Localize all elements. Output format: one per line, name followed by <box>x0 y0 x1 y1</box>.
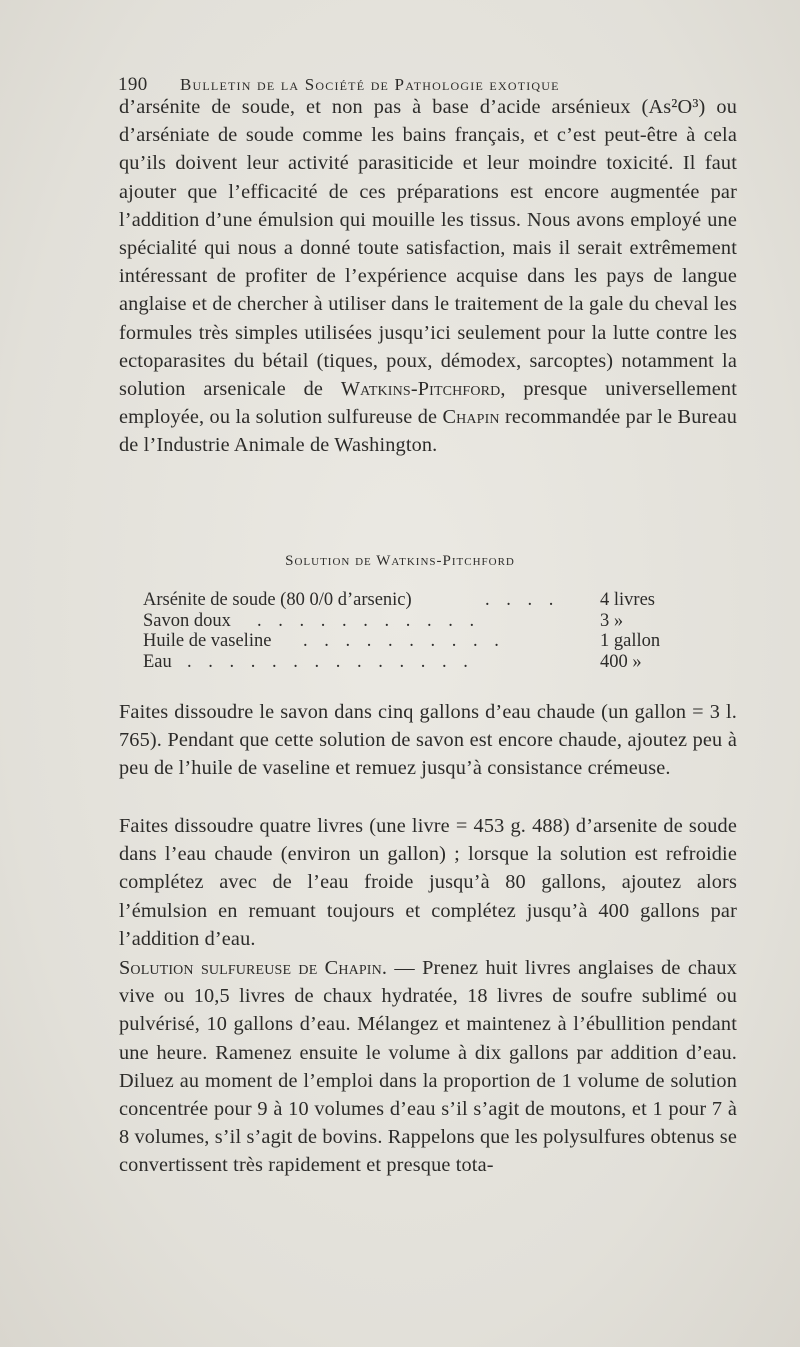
paragraph-text: — Prenez huit livres anglaises de chaux vive ou 10,5 livres de chaux hydratée, 18 livres de soufre sublimé ou pulvérisé, 10 gallons d’eau. Mélangez et maintenez à l’ébullition pendant une heure. Ramenez ensuite le volume à dix gallons par addition d’eau. Diluez au moment de l’emploi dans la proportion de 1 volume de solution concentrée pour 9 à 10 volumes d’eau s’il s’agit de moutons, et 1 pour 7 à 8 volumes, s’il s’agit de bovins. Rappelons que les polysulfures obtenus se convertissent très rapidement et presque tota- <box>119 957 737 1177</box>
recipe-row <box>143 611 723 632</box>
ingredient-quantity: 3 » <box>600 610 624 631</box>
author-name-watkins: Watkins-Pitchford <box>340 378 501 401</box>
section-heading: Solution sulfureuse de Chapin. <box>119 957 388 979</box>
author-name-chapin: Chapin <box>442 406 500 429</box>
leader-dots: . . . . . . . . . . . . . . <box>187 651 474 672</box>
ingredient-quantity: 4 livres <box>600 590 655 610</box>
ingredient-quantity: 400 » <box>600 651 642 672</box>
recipe-table <box>143 590 723 672</box>
paragraph-arsenite-dilution: Faites dissoudre quatre livres (une livre = 453 g. 488) d’arsenite de soude dans l’eau chaude (environ un gallon) ; lorsque la solution est refroidie complétez avec de l’eau froide jusqu’à 80 gallons, ajoutez alors l’émulsion en remuant toujours et complétez jusqu’à 400 gallons par l’addition d’eau. <box>119 815 737 950</box>
ingredient-name: Arsénite de soude (80 0/0 d’arsenic) <box>143 590 412 610</box>
paragraph-chapin-solution <box>119 954 737 1180</box>
paragraph-text: , presque universellement employée, ou la solution sulfureuse de <box>119 378 737 429</box>
ingredient-name: Savon doux <box>143 610 231 631</box>
leader-dots: . . . . . . . . . . <box>303 631 505 651</box>
page-number: 190 <box>118 74 148 95</box>
paragraph-text: d’arsénite de soude, et non pas à base d’acide arsénieux (As²O³) ou d’arséniate de soude comme les bains français, et c’est peut-être à cela qu’ils doivent leur activité parasiticide et leur moindre toxicité. Il faut ajouter que l’efficacité de ces préparations est encore augmentée par l’addition d’une émulsion qui mouille les tissus. Nous avons employé une spécialité qui nous a donné toute satisfaction, mais il serait extrêmement intéressant de profiter de l’expérience acquise dans les pays de langue anglaise et de chercher à utiliser dans le traitement de la gale du cheval les formules très simples utilisées jusqu’ici seulement pour la lutte contre les ectoparasites du bétail (tiques, poux, démodex, sarcoptes) notamment la solution arsenicale de <box>119 96 737 401</box>
ingredient-quantity: 1 gallon <box>600 631 661 651</box>
recipe-row <box>143 590 723 611</box>
running-title: Bulletin de la Société de Pathologie exotique <box>180 75 560 94</box>
ingredient-name: Eau <box>143 651 172 672</box>
recipe-row <box>143 652 723 673</box>
ingredient-name: Huile de vaseline <box>143 631 272 651</box>
paragraph-text: recommandée par le Bureau de l’Industrie Animale de Washington. <box>119 406 738 457</box>
recipe-title: Solution de Watkins-Pitchford <box>285 553 515 569</box>
leader-dots: . . . . . . . . . . . <box>257 610 481 631</box>
leader-dots: . . . . <box>485 590 560 610</box>
paragraph-arsenite <box>119 93 737 460</box>
recipe-row <box>143 631 723 652</box>
paragraph-soap-emulsion: Faites dissoudre le savon dans cinq gallons d’eau chaude (un gallon = 3 l. 765). Pendant que cette solution de savon est encore chaude, ajoutez peu à peu de l’huile de vaseline et remuez jusqu’à consistance crémeuse. <box>119 701 737 780</box>
